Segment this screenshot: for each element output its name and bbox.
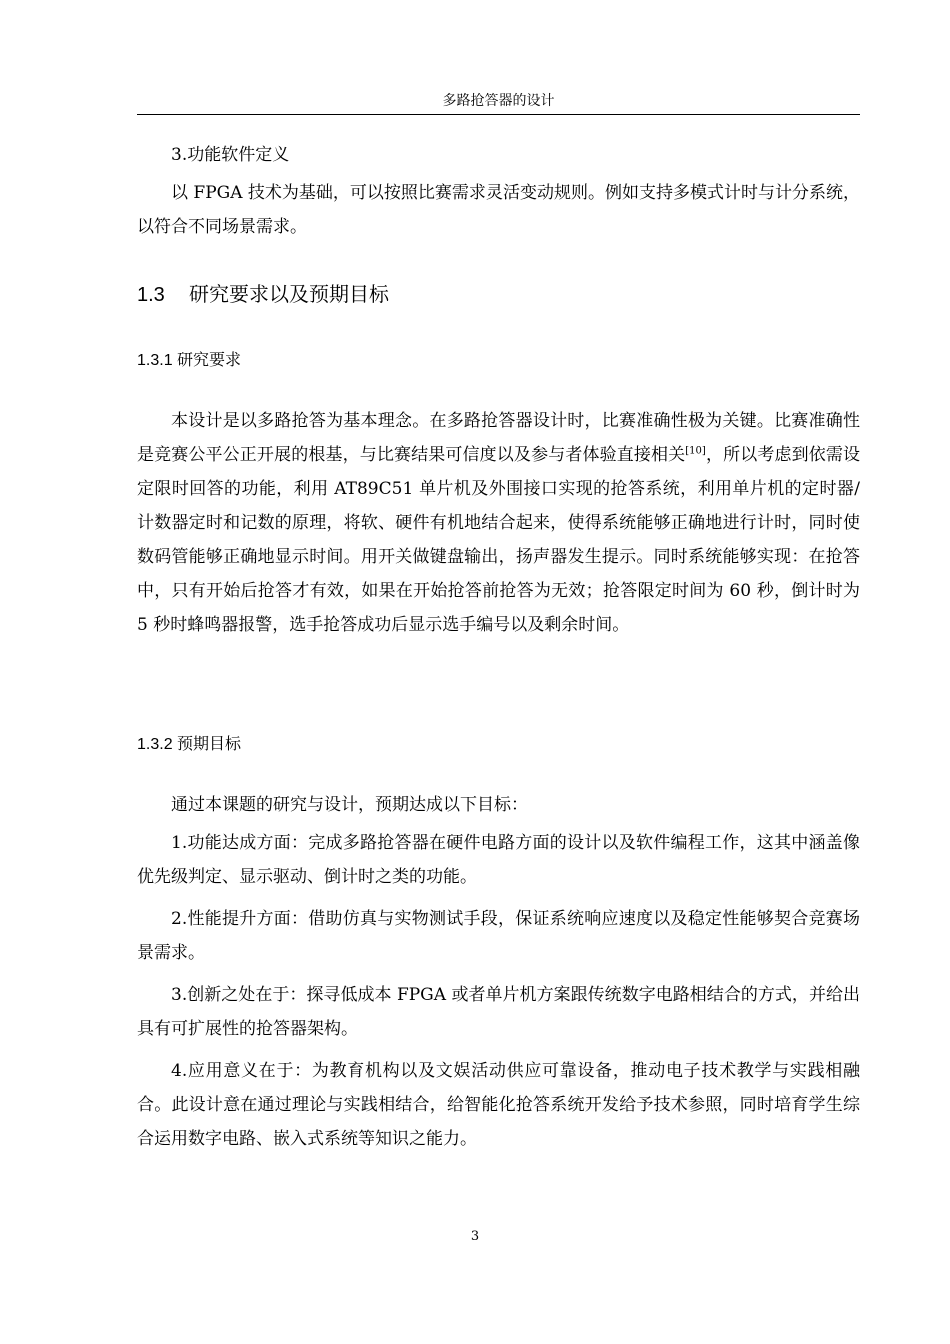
goal-item: 2.性能提升方面：借助仿真与实物测试手段，保证系统响应速度以及稳定性能够契合竞赛场景需求。 [137, 909, 860, 963]
research-requirements-paragraph [137, 404, 860, 642]
citation-ref: [10] [685, 445, 706, 457]
subsection-heading-expected-goals: 1.3.2 预期目标 [137, 736, 242, 753]
goal-item: 1.功能达成方面：完成多路抢答器在硬件电路方面的设计以及软件编程工作，这其中涵盖像优先级判定、显示驱动、倒计时之类的功能。 [137, 833, 860, 887]
running-header: 多路抢答器的设计 [442, 93, 555, 109]
subsection-heading-research-requirements: 1.3.1 研究要求 [137, 352, 242, 369]
header-rule [137, 114, 860, 115]
paragraph-part-b: ，所以考虑到依需设定限时回答的功能，利用 AT89C51 单片机及外围接口实现的抢答系统，利用单片机的定时器/计数器定时和记数的原理，将软、硬件有机地结合起来，使得系统能够正确地进行计时，同时使数码管能够正确地显示时间。用开关做键盘输出，扬声器发生提示。同时系统能够实现：在抢答中，只有开始后抢答才有效，如果在开始抢答前抢答为无效；抢答限定时间为 60 秒，倒计时为 5 秒时蜂鸣器报警，选手抢答成功后显示选手编号以及剩余时间。 [137, 445, 861, 635]
goal-item: 4.应用意义在于：为教育机构以及文娱活动供应可靠设备，推动电子技术教学与实践相融合。此设计意在通过理论与实践相结合，给智能化抢答系统开发给予技术参照，同时培育学生综合运用数字电路、嵌入式系统等知识之能力。 [137, 1061, 860, 1149]
goals-lead: 通过本课题的研究与设计，预期达成以下目标： [171, 795, 528, 815]
page-number: 3 [470, 1229, 480, 1244]
section-title: 研究要求以及预期目标 [189, 284, 389, 306]
item3-body: 以 FPGA 技术为基础，可以按照比赛需求灵活变动规则。例如支持多模式计时与计分系统，以符合不同场景需求。 [137, 183, 860, 237]
item3-title: 3.功能软件定义 [171, 145, 290, 165]
paragraph-part-a: 本设计是以多路抢答为基本理念。在多路抢答器设计时，比赛准确性极为关键。比赛准确性是竞赛公平公正开展的根基，与比赛结果可信度以及参与者体验直接相关 [137, 411, 860, 465]
section-number: 1.3 [137, 284, 165, 306]
section-heading [137, 280, 389, 310]
goal-item: 3.创新之处在于：探寻低成本 FPGA 或者单片机方案跟传统数字电路相结合的方式，并给出具有可扩展性的抢答器架构。 [137, 985, 860, 1039]
